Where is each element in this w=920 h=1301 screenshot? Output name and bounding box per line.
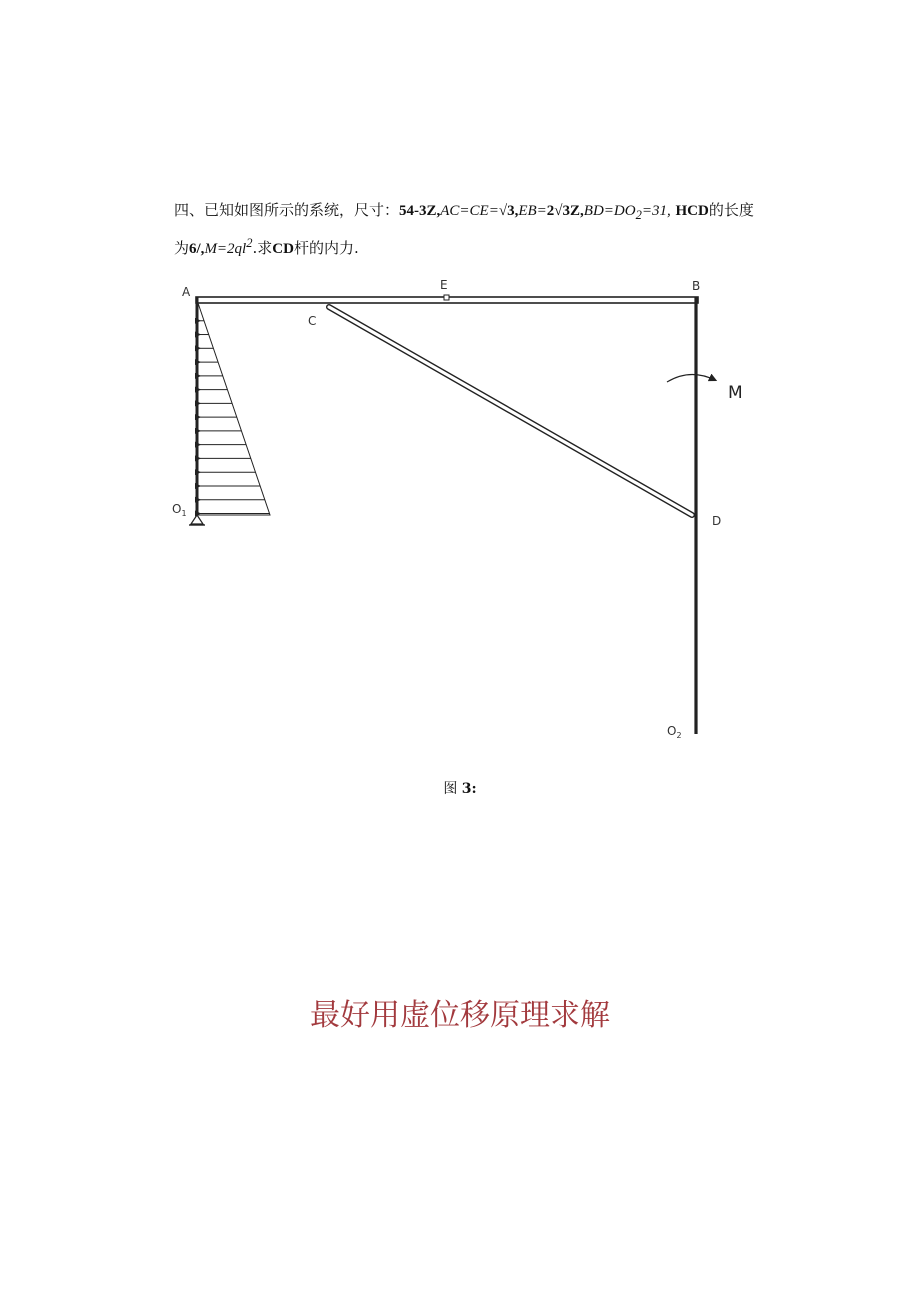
problem-prefix: 四、已知如图所示的系统，尺寸： <box>174 201 400 219</box>
hinge-e <box>444 295 449 300</box>
label-o1-main: O <box>172 502 182 516</box>
moment-arrow <box>667 374 715 382</box>
dim-eb: EB= <box>518 203 547 219</box>
label-o2-main: O <box>667 724 677 738</box>
figure-caption <box>0 778 920 798</box>
ask-prefix: .求 <box>252 239 273 257</box>
mechanism-figure <box>160 272 760 752</box>
label-d: D <box>712 514 722 528</box>
solution-hint: 最好用虚位移原理求解 <box>310 998 610 1033</box>
caption-number: 3: <box>461 781 477 797</box>
dim-1: 54-3Z, <box>399 203 441 219</box>
dim-bd: BD=DO <box>583 203 636 219</box>
length-text: 的长度为 <box>174 201 754 257</box>
length-value: 6/, <box>189 241 205 257</box>
ask-member: CD <box>272 241 294 257</box>
rod-cd <box>329 307 692 515</box>
ask-suffix: 杆的内力. <box>293 239 359 257</box>
label-m: M <box>728 383 743 403</box>
moment-sup: 2 <box>246 236 253 250</box>
mechanism-diagram <box>160 272 760 752</box>
moment-value: M=2ql <box>204 241 247 257</box>
label-e: E <box>440 278 448 292</box>
label-o2 <box>667 724 682 740</box>
dim-bd-sub: 2 <box>635 208 642 222</box>
problem-statement <box>174 196 754 263</box>
dim-eb-value: 2√3Z, <box>546 203 584 219</box>
dim-sqrt3: √3, <box>498 203 519 219</box>
label-c: C <box>308 314 317 328</box>
label-o1-sub: 1 <box>181 509 187 518</box>
dim-hcd: HCD <box>675 203 709 219</box>
caption-prefix: 图 <box>443 781 458 797</box>
label-o1 <box>172 502 187 518</box>
label-b: B <box>692 279 701 293</box>
dim-ac-ce: AC=CE= <box>440 203 499 219</box>
distributed-load <box>198 303 270 515</box>
support-o1 <box>189 515 205 525</box>
dim-bd-value: =31, <box>641 203 671 219</box>
load-arrows <box>200 321 269 514</box>
label-a: A <box>182 285 191 299</box>
label-o2-sub: 2 <box>676 731 682 740</box>
